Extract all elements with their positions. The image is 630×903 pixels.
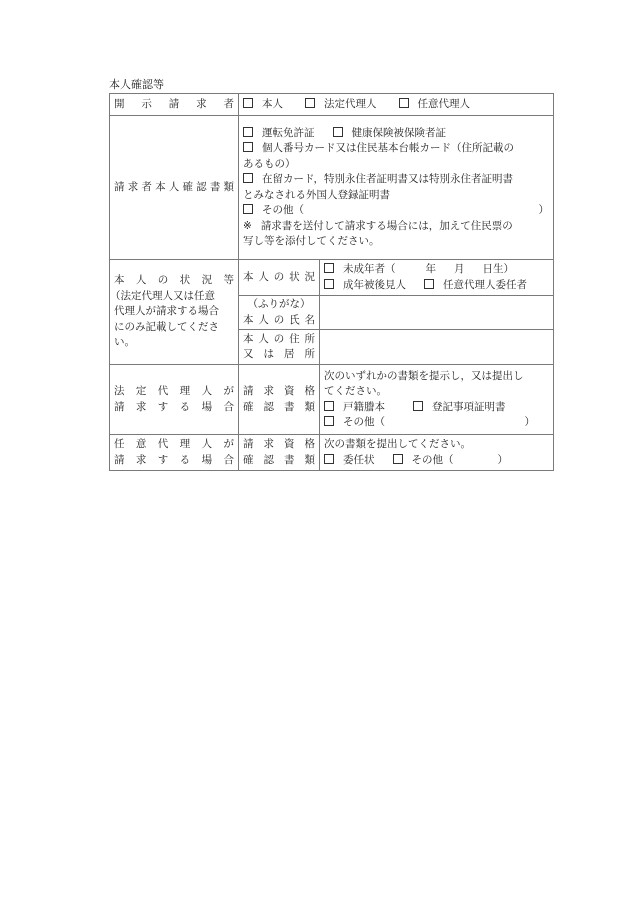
principal-name-field[interactable] <box>320 296 554 330</box>
checkbox-icon[interactable] <box>324 279 334 289</box>
furigana-label: （ふりがな） <box>247 298 311 310</box>
voluntary-rep-label: 任 意 代 理 人 が <box>114 438 234 450</box>
voluntary-rep-label-cell: 任 意 代 理 人 が 請 求 す る 場 合 <box>110 435 239 471</box>
legal-rep-doc-label-cell: 請 求 資 格 確 認 書 類 <box>239 365 320 435</box>
principal-address-field[interactable] <box>320 330 554 365</box>
checkbox-my-number-card[interactable]: 個人番号カード又は住民基本台帳カード（住所記載の <box>243 141 549 157</box>
row-legal-representative <box>110 365 554 435</box>
checkbox-self[interactable]: 本人 <box>243 97 283 113</box>
mail-request-note: ※ 請求書を送付して請求する場合には，加えて住民票の <box>243 219 513 232</box>
residence-card-continued: とみなされる外国人登録証明書 <box>243 188 390 201</box>
legal-rep-instruction: 次のいずれかの書類を提示し，又は提出し <box>324 369 524 382</box>
checkbox-minor[interactable]: 未成年者（ 年 月 日生） <box>324 262 549 278</box>
row-id-documents <box>110 116 554 260</box>
checkbox-family-register[interactable]: 戸籍謄本 <box>324 400 385 416</box>
address-label-cell <box>239 330 320 365</box>
my-number-card-continued: あるもの） <box>243 157 296 170</box>
checkbox-legal-rep-other[interactable]: その他（ ） <box>324 415 549 431</box>
address-label-line2: 又 は 居 所 <box>243 348 315 360</box>
row-voluntary-representative <box>110 435 554 471</box>
checkbox-adult-ward[interactable]: 成年被後見人 <box>324 278 406 294</box>
checkbox-icon[interactable] <box>324 416 334 426</box>
checkbox-icon[interactable] <box>324 263 334 273</box>
legal-rep-label-cell: 法 定 代 理 人 が 請 求 す る 場 合 <box>110 365 239 435</box>
voluntary-rep-instruction: 次の書類を提出してください。 <box>324 438 471 450</box>
name-label-cell <box>239 296 320 330</box>
status-label: 本 人 の 状 況 <box>243 270 315 283</box>
principal-status-label: 本 人 の 状 況 等 <box>114 274 234 287</box>
row-principal-status <box>110 260 554 296</box>
requester-label-cell <box>110 94 239 116</box>
checkbox-icon[interactable] <box>243 173 253 183</box>
checkbox-icon[interactable] <box>424 279 434 289</box>
status-options-cell <box>320 260 554 296</box>
legal-rep-label: 法 定 代 理 人 が <box>114 385 234 397</box>
status-label-cell <box>239 260 320 296</box>
address-label: 本 人 の 住 所 <box>243 332 315 345</box>
legal-rep-options-cell: 次のいずれかの書類を提示し，又は提出し てください。 戸籍謄本 登記事項証明書 その他（ ） <box>320 365 554 435</box>
id-documents-label: 請 求 者 本 人 確 認 書 類 <box>114 180 234 193</box>
note-mark-icon: ※ <box>243 219 252 232</box>
checkbox-legal-representative[interactable]: 法定代理人 <box>305 97 377 113</box>
checkbox-voluntary-representative[interactable]: 任意代理人 <box>399 97 471 113</box>
section-title: 本人確認等 <box>109 78 164 91</box>
name-label: 本 人 の 氏 名 <box>243 313 315 326</box>
voluntary-rep-options-cell <box>320 435 554 471</box>
checkbox-icon[interactable] <box>393 454 403 464</box>
legal-rep-doc-label: 請 求 資 格 <box>243 385 315 397</box>
principal-status-label-cell: 本 人 の 状 況 等 （法定代理人又は任意 代理人が請求する場合 にのみ記載してくださ い。 <box>110 260 239 365</box>
checkbox-residence-card[interactable]: 在留カード，特別永住者証明書又は特別永住者証明書 <box>243 172 549 188</box>
id-documents-label-cell <box>110 116 239 260</box>
checkbox-power-of-attorney[interactable]: 委任状 <box>324 453 375 469</box>
checkbox-icon[interactable] <box>243 204 253 214</box>
checkbox-icon[interactable] <box>243 142 253 152</box>
checkbox-other-id[interactable]: その他（ ） <box>243 203 549 219</box>
checkbox-icon[interactable] <box>243 127 253 137</box>
checkbox-drivers-license[interactable]: 運転免許証 <box>243 126 315 142</box>
checkbox-icon[interactable] <box>324 454 334 464</box>
voluntary-rep-doc-label-cell: 請 求 資 格 確 認 書 類 <box>239 435 320 471</box>
checkbox-proxy-delegator[interactable]: 任意代理人委任者 <box>424 278 527 294</box>
checkbox-icon[interactable] <box>243 98 253 108</box>
id-documents-options-cell <box>239 116 554 260</box>
principal-status-note: （法定代理人又は任意 <box>110 289 215 302</box>
checkbox-icon[interactable] <box>305 98 315 108</box>
checkbox-health-insurance[interactable]: 健康保険被保険者証 <box>333 126 447 142</box>
checkbox-icon[interactable] <box>324 401 334 411</box>
checkbox-icon[interactable] <box>333 127 343 137</box>
row-requester <box>110 94 554 116</box>
identity-verification-table <box>109 93 554 471</box>
checkbox-icon[interactable] <box>399 98 409 108</box>
checkbox-voluntary-rep-other[interactable]: その他（ ） <box>393 453 509 469</box>
checkbox-registry-certificate[interactable]: 登記事項証明書 <box>413 400 506 416</box>
mail-request-note-continued: 写し等を添付してください。 <box>243 235 380 247</box>
requester-options-cell <box>239 94 554 116</box>
requester-label: 開 示 請 求 者 <box>114 97 234 110</box>
checkbox-icon[interactable] <box>413 401 423 411</box>
voluntary-rep-doc-label: 請 求 資 格 <box>243 438 315 450</box>
